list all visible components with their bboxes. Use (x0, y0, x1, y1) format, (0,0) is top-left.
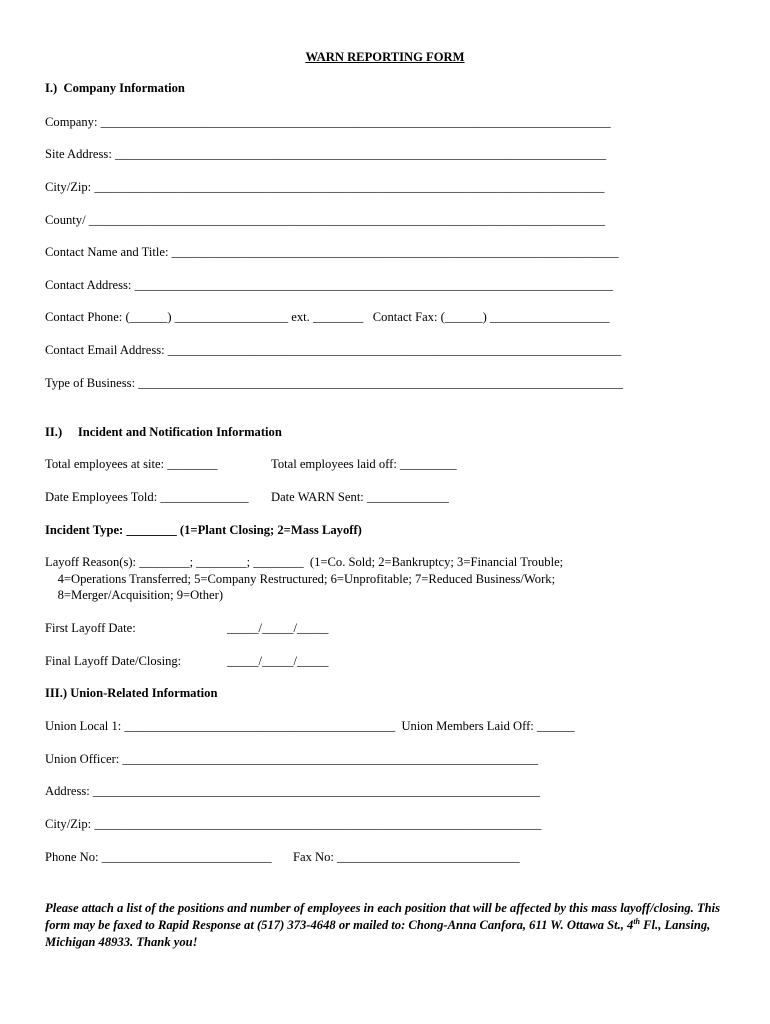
form-title: WARN REPORTING FORM (305, 50, 465, 64)
total-employees-field[interactable]: Total employees at site: ________ (45, 457, 218, 471)
contact-address-field[interactable]: Contact Address: ____________________________________________________________________________ (45, 278, 614, 292)
section-heading-union: III.) Union-Related Information (45, 686, 218, 700)
layoff-reasons-line-1[interactable]: Layoff Reason(s): ________; ________; ________ (1=Co. Sold; 2=Bankruptcy; 3=Financial Trouble; (45, 555, 564, 569)
section-heading-incident: II.) Incident and Notification Information (45, 425, 282, 439)
incident-type-field[interactable]: Incident Type: ________ (1=Plant Closing; 2=Mass Layoff) (45, 523, 362, 537)
county-field[interactable]: County/ __________________________________________________________________________________ (45, 213, 606, 227)
union-local-field[interactable]: Union Local 1: ___________________________________________ Union Members Laid Off: ______ (45, 719, 575, 733)
date-told-field[interactable]: Date Employees Told: ______________ (45, 490, 249, 504)
note-text-1: Please attach a list of the positions and number of employees in each position that will be affected by this mass layoff/closing. This form may be faxed to Rapid Response at (517) 373-4648 or mailed to: Chong-Anna Canfora, 611 W. Ottawa St., 4 (45, 901, 721, 932)
contact-phone-field[interactable]: Contact Phone: (______) __________________ ext. ________ Contact Fax: (______) ___________________ (45, 310, 610, 324)
company-field[interactable]: Company: _________________________________________________________________________________ (45, 115, 611, 129)
final-layoff-label: Final Layoff Date/Closing: (45, 654, 182, 668)
final-layoff-date-field[interactable]: _____/_____/_____ (227, 654, 329, 668)
union-officer-field[interactable]: Union Officer: __________________________________________________________________ (45, 752, 539, 766)
layoff-reasons-line-3: 8=Merger/Acquisition; 9=Other) (45, 588, 224, 602)
union-city-zip-field[interactable]: City/Zip: _______________________________________________________________________ (45, 817, 542, 831)
first-layoff-date-field[interactable]: _____/_____/_____ (227, 621, 329, 635)
contact-name-field[interactable]: Contact Name and Title: _______________________________________________________________________ (45, 245, 619, 259)
note-text-2: Fl., Lansing, Michigan 48933. Thank you! (45, 918, 711, 949)
union-address-field[interactable]: Address: _______________________________________________________________________ (45, 784, 540, 798)
union-fax-field[interactable]: Fax No: _____________________________ (293, 850, 520, 864)
first-layoff-label: First Layoff Date: (45, 621, 136, 635)
contact-email-field[interactable]: Contact Email Address: ________________________________________________________________________ (45, 343, 622, 357)
site-address-field[interactable]: Site Address: ______________________________________________________________________________ (45, 147, 607, 161)
section-heading-company: I.) Company Information (45, 81, 185, 95)
business-type-field[interactable]: Type of Business: _____________________________________________________________________________ (45, 376, 624, 390)
union-phone-field[interactable]: Phone No: ___________________________ (45, 850, 272, 864)
date-warn-field[interactable]: Date WARN Sent: _____________ (271, 490, 449, 504)
total-laid-off-field[interactable]: Total employees laid off: _________ (271, 457, 457, 471)
note-superscript: th (633, 916, 640, 926)
city-zip-field[interactable]: City/Zip: _________________________________________________________________________________ (45, 180, 605, 194)
layoff-reasons-line-2: 4=Operations Transferred; 5=Company Restructured; 6=Unprofitable; 7=Reduced Business/Work; (45, 572, 556, 586)
submission-instructions (45, 900, 725, 951)
